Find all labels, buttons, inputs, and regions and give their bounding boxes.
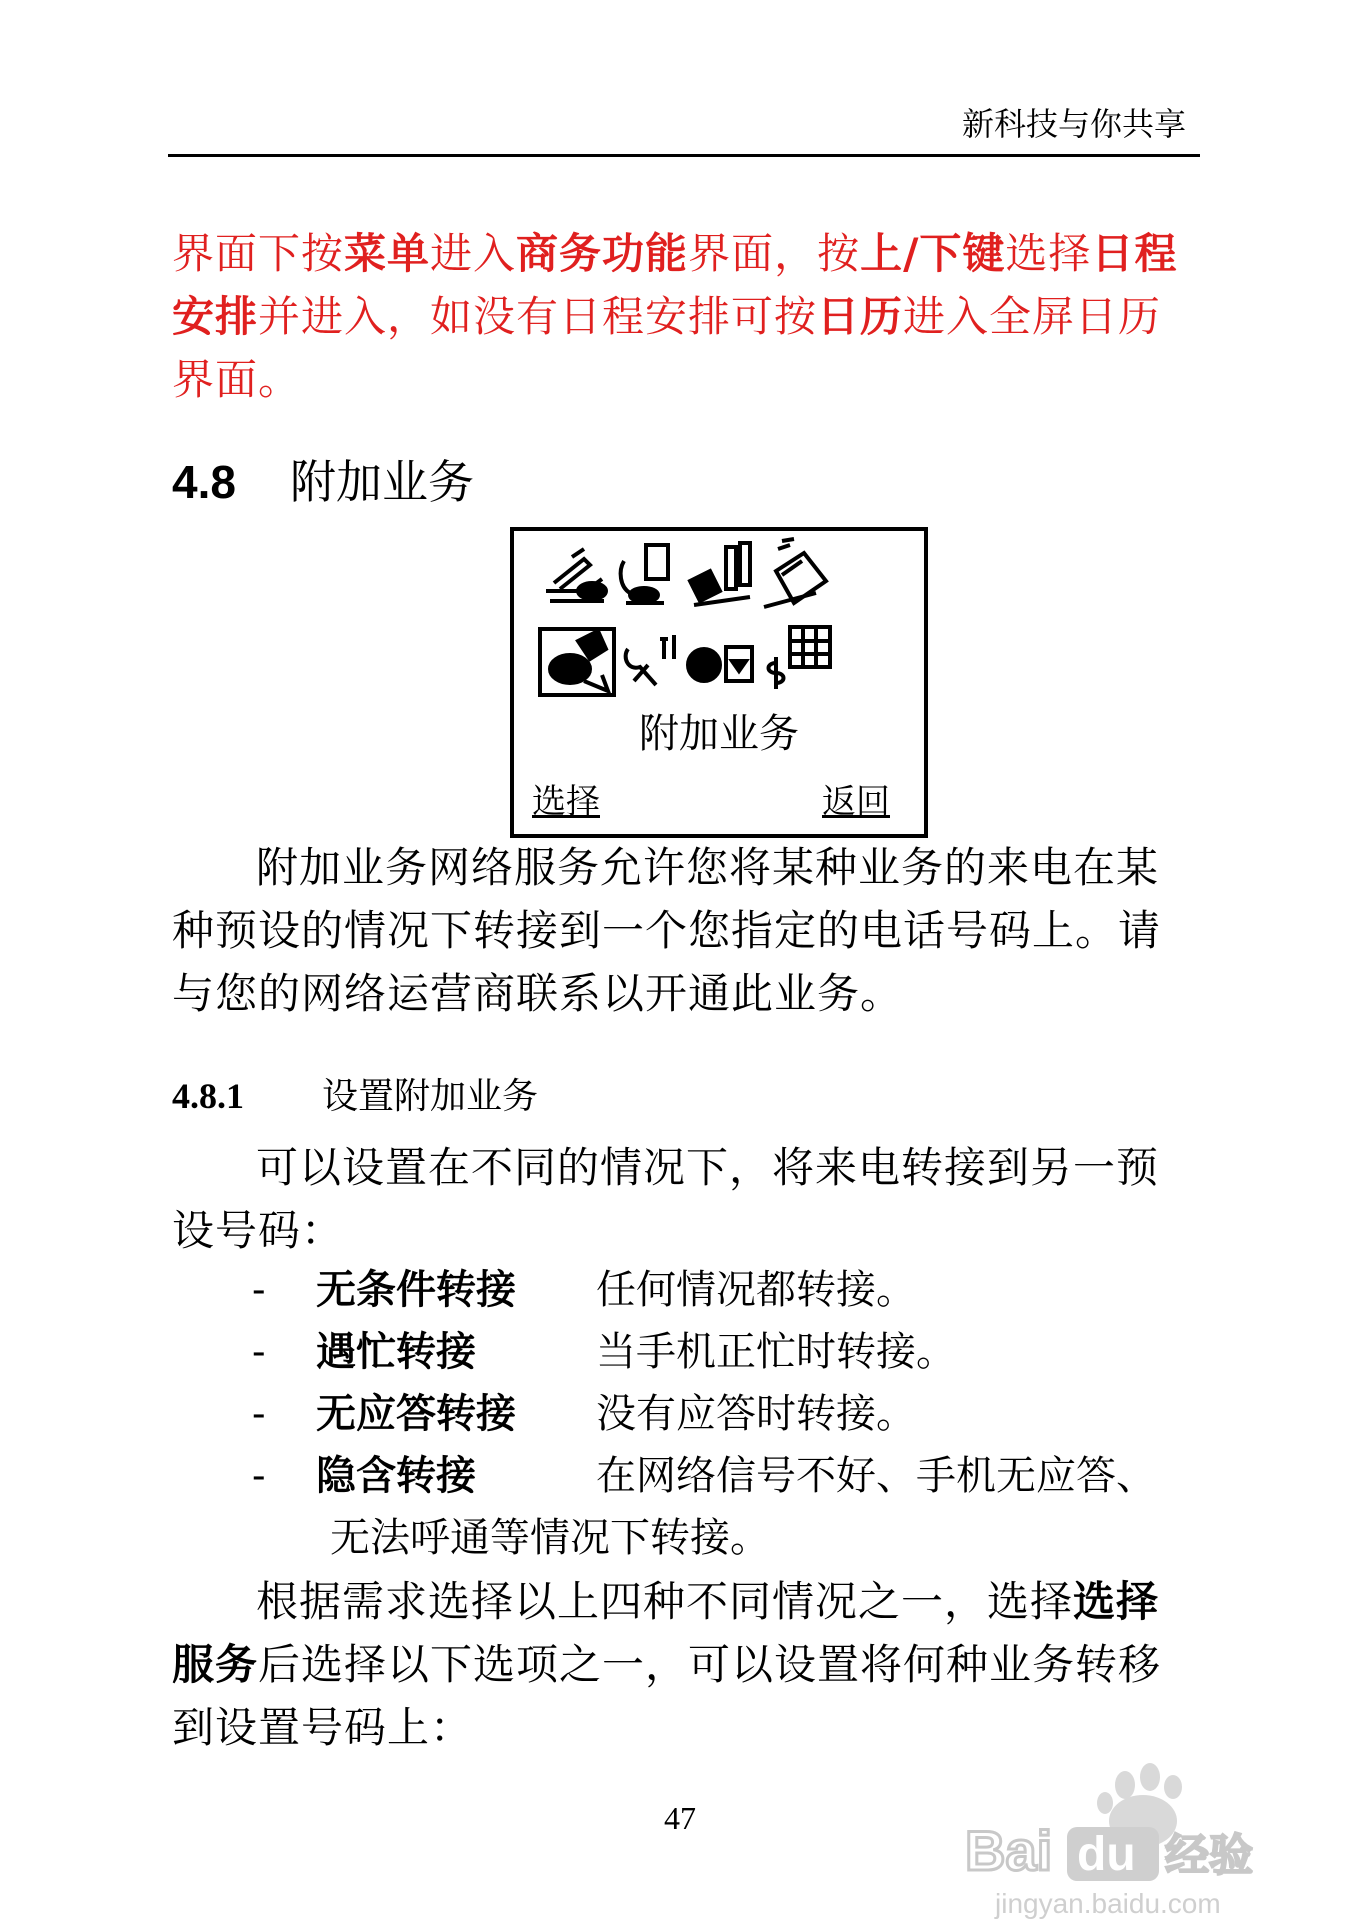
section-number: 4.8 [172, 456, 236, 508]
subsection-title: 设置附加业务 [322, 1076, 539, 1117]
list-item-continuation: 无法呼通等情况下转接。 [330, 1515, 770, 1561]
intro-key-calendar: 日历 [817, 292, 904, 341]
list-dash: - [252, 1453, 266, 1499]
intro-key-menu: 菜单 [344, 229, 431, 278]
call-divert-icon [540, 629, 614, 695]
settings-icon [626, 635, 674, 685]
list-dash: - [252, 1329, 266, 1375]
intro-text: 选择 [1005, 229, 1092, 278]
svg-text:Bai: Bai [965, 1819, 1053, 1882]
list-desc: 没有应答时转接。 [596, 1391, 916, 1437]
description-paragraph: 附加业务网络服务允许您将某种业务的来电在某种预设的情况下转接到一个您指定的电话号码上。请与您的网络运营商联系以开通此业务。 [172, 843, 1162, 1018]
svg-text:jingyan.baidu.com: jingyan.baidu.com [995, 1888, 1221, 1919]
memo-icon [546, 549, 606, 601]
list-dash: - [252, 1267, 266, 1313]
intro-key-business: 商务功能 [516, 229, 689, 278]
notebook-icon [764, 539, 826, 607]
list-item [252, 1260, 1192, 1320]
call-icon [621, 545, 668, 603]
list-term: 无条件转接 [316, 1267, 516, 1313]
intro-text: 进入全屏日历界面。 [172, 292, 1162, 404]
intro-text: 并进入，如没有日程安排可按 [258, 292, 818, 341]
list-item [252, 1384, 1192, 1444]
list-desc: 在网络信号不好、手机无应答、 [596, 1453, 1156, 1499]
subsection-heading [172, 1070, 538, 1123]
intro-key-updown: 上/下键 [860, 229, 1006, 278]
baidu-logo [965, 1755, 1295, 1920]
list-term: 隐含转接 [316, 1453, 476, 1499]
profile-icon [688, 647, 752, 681]
closing-text: 后选择以下选项之一，可以设置将何种业务转移到设置号码上： [172, 1640, 1162, 1752]
list-desc: 任何情况都转接。 [596, 1267, 916, 1313]
list-item [252, 1322, 1192, 1382]
list-term: 遇忙转接 [316, 1329, 476, 1375]
subsection-number: 4.8.1 [172, 1076, 244, 1116]
list-item [252, 1446, 1192, 1506]
list-term: 无应答转接 [316, 1391, 516, 1437]
intro-text: 界面，按 [688, 229, 861, 278]
page-number: 47 [664, 1800, 696, 1836]
intro-key-schedule: 日程安排 [172, 229, 1178, 341]
section-title: 附加业务 [290, 455, 474, 509]
back-softkey[interactable]: 返回 [822, 782, 890, 822]
baidu-watermark [965, 1755, 1295, 1920]
calculator-icon [769, 627, 831, 689]
phone-screen [510, 527, 928, 838]
closing-key-service: 选择服务 [172, 1577, 1160, 1689]
intro-paragraph [172, 222, 1192, 411]
screen-title: 附加业务 [639, 711, 799, 757]
svg-text:du: du [1077, 1828, 1136, 1881]
intro-text: 界面下按 [172, 229, 345, 278]
phone-book-icon [690, 543, 750, 605]
page-header [168, 102, 1200, 157]
closing-text: 根据需求选择以上四种不同情况之一，选择 [256, 1577, 1074, 1626]
intro-text: 进入 [430, 229, 517, 278]
closing-paragraph [172, 1570, 1192, 1759]
section-heading [172, 452, 474, 512]
header-title: 新科技与你共享 [961, 105, 1186, 143]
list-desc: 当手机正忙时转接。 [596, 1329, 956, 1375]
svg-text:经验: 经验 [1165, 1830, 1253, 1881]
intro-options-paragraph: 可以设置在不同的情况下，将来电转接到另一预设号码： [172, 1143, 1160, 1255]
list-dash: - [252, 1391, 266, 1437]
select-softkey[interactable]: 选择 [532, 782, 600, 822]
